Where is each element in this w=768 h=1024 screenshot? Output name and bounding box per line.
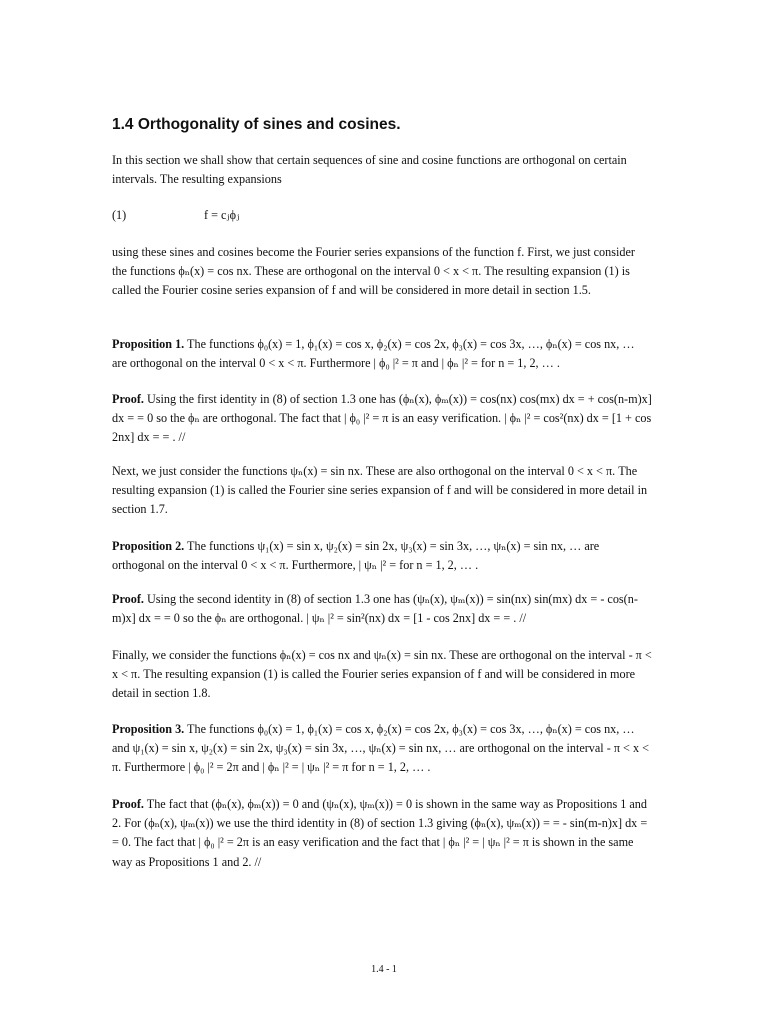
proof-1-text: Using the first identity in (8) of section 1.3 one has (ϕₙ(x), ϕₘ(x)) = cos(nx) cos(mx) dx = + cos(n-m)x] dx = = 0 so the ϕₙ are orthogonal. The fact that | ϕ₀ |² = π is an easy verification. | ϕₙ |² = cos²(nx) dx = [1 + cos 2nx] dx = = . // [112,392,652,445]
proposition-1-text: The functions ϕ₀(x) = 1, ϕ₁(x) = cos x, ϕ₂(x) = cos 2x, ϕ₃(x) = cos 3x, …, ϕₙ(x) = cos nx, … are orthogonal on the interval 0 < x < π. Furthermore | ϕ₀ |² = π and | ϕₙ |² = for n = 1, 2, … . [112,337,635,371]
proposition-3-label: Proposition 3. [112,722,185,736]
cosine-intro-paragraph: using these sines and cosines become the Fourier series expansions of the function f. First, we just consider the functions ϕₙ(x) = cos nx. These are orthogonal on the interval 0 < x < π. The resulting expansion (1) is called the Fourier cosine series expansion of f and will be considered in more detail in section 1.5. [112,245,635,298]
page-number: 1.4 - 1 [371,964,397,975]
proof-3-label: Proof. [112,797,144,811]
proof-2-text: Using the second identity in (8) of section 1.3 one has (ψₙ(x), ψₘ(x)) = sin(nx) sin(mx) dx = - cos(n-m)x] dx = = 0 so the ϕₙ are orthogonal. | ψₙ |² = sin²(nx) dx = [1 - cos 2nx] dx = = . // [112,592,638,626]
proposition-2 [112,537,652,575]
proof-1-label: Proof. [112,392,144,406]
proposition-1-label: Proposition 1. [112,337,185,351]
proof-3 [112,795,652,872]
proof-1 [112,390,652,448]
proposition-2-label: Proposition 2. [112,539,185,553]
proof-2 [112,590,652,628]
section-heading: 1.4 Orthogonality of sines and cosines. [112,116,401,133]
sine-intro-paragraph: Next, we just consider the functions ψₙ(x) = sin nx. These are also orthogonal on the interval 0 < x < π. The resulting expansion (1) is called the Fourier sine series expansion of f and will be considered in more detail in section 1.7. [112,464,648,517]
intro-paragraph: In this section we shall show that certain sequences of sine and cosine functions are orthogonal on certain intervals. The resulting expansions [112,153,627,187]
proposition-1 [112,335,652,373]
proof-3-text: The fact that (ϕₙ(x), ϕₘ(x)) = 0 and (ψₙ(x), ψₘ(x)) = 0 is shown in the same way as Propositions 1 and 2. For (ϕₙ(x), ψₘ(x)) we use the third identity in (8) of section 1.3 giving (ϕₙ(x), ψₘ(x)) = = - sin(m-n)x] dx = = 0. The fact that | ϕ₀ |² = 2π is an easy verification and the fact that | ϕₙ |² = | ψₙ |² = π is shown in the same way as Propositions 1 and 2. // [112,797,648,869]
equation-number: (1) [112,208,127,222]
equation-body: f = cⱼϕⱼ [204,208,240,222]
proof-2-label: Proof. [112,592,144,606]
proposition-3 [112,720,652,778]
proposition-2-text: The functions ψ₁(x) = sin x, ψ₂(x) = sin 2x, ψ₃(x) = sin 3x, …, ψₙ(x) = sin nx, … are orthogonal on the interval 0 < x < π. Furthermore, | ψₙ |² = for n = 1, 2, … . [112,539,600,573]
proposition-3-text: The functions ϕ₀(x) = 1, ϕ₁(x) = cos x, ϕ₂(x) = cos 2x, ϕ₃(x) = cos 3x, …, ϕₙ(x) = cos nx, … and ψ₁(x) = sin x, ψ₂(x) = sin 2x, ψ₃(x) = sin 3x, …, ψₙ(x) = sin nx, … are orthogonal on the interval - π < x < π. Furthermore | ϕ₀ |² = 2π and | ϕₙ |² = | ψₙ |² = π for n = 1, 2, … . [112,722,649,775]
finally-paragraph: Finally, we consider the functions ϕₙ(x) = cos nx and ψₙ(x) = sin nx. These are orthogonal on the interval - π < x < π. The resulting expansion (1) is called the Fourier series expansion of f and will be considered in more detail in section 1.8. [112,648,652,701]
